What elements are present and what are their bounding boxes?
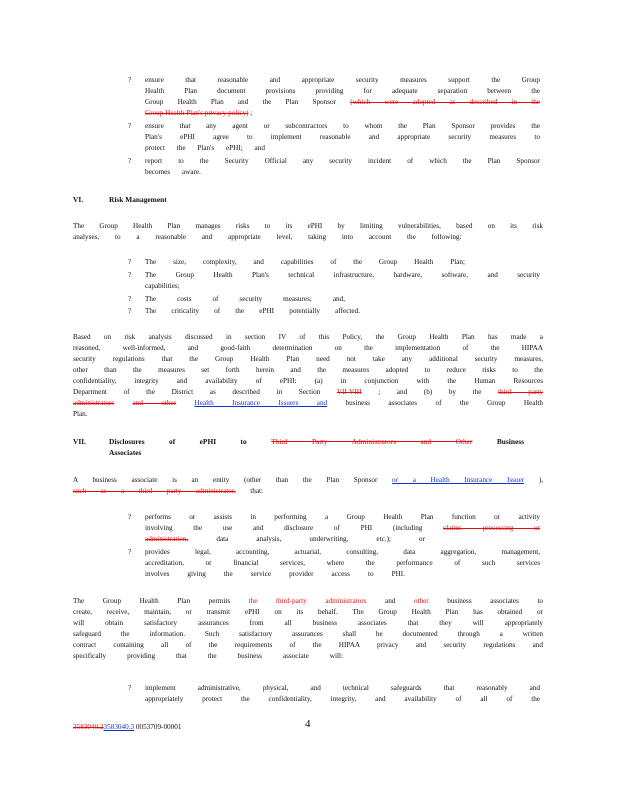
text-line xyxy=(73,399,543,408)
text-span: ; and (b) by the xyxy=(378,388,482,396)
text-line: Plan. xyxy=(73,410,88,418)
title-span: Disclosures of ePHI to xyxy=(109,437,247,446)
deleted-text: VII-VIII xyxy=(336,388,362,396)
text-line: other than the measures set forth herein and the measures adopted to reduce risks to the xyxy=(73,366,543,374)
text-line: The Group Health Plan's technical infrastructure, hardware, software, and security xyxy=(145,271,540,279)
text-line xyxy=(145,524,540,533)
text-line: capabilities; xyxy=(145,282,180,290)
text-line: safeguard the information. Such satisfactory assurances shall be documented through a written xyxy=(73,630,543,638)
section-title xyxy=(109,437,524,447)
text-line: report to the Security Official any security incident of which the Plan Sponsor xyxy=(145,157,540,165)
bullet-marker: ? xyxy=(128,307,132,315)
text-line: specifically providing that the business associate will: xyxy=(73,652,343,660)
bullet-marker: ? xyxy=(128,548,132,556)
section-number: VII. xyxy=(73,437,86,446)
bullet-marker: ? xyxy=(128,258,132,266)
text-line: will obtain satisfactory assurances from all business associates that they will appropriately xyxy=(73,619,543,627)
section-title-cont: Associates xyxy=(109,448,142,457)
text-line xyxy=(73,597,543,606)
text-span: involving the use and disclosure of PHI (including xyxy=(145,524,423,532)
text-line: protect the Plan's ePHI; and xyxy=(145,144,265,152)
text-line: involves giving the service provider access to PHI. xyxy=(145,570,405,578)
text-line: Plan's ePHI agree to implement reasonable and appropriate security measures to xyxy=(145,133,540,141)
changed-text: other xyxy=(413,597,429,605)
text-line xyxy=(73,476,543,485)
text-span: and xyxy=(385,597,396,605)
text-line xyxy=(145,535,425,544)
bullet-marker: ? xyxy=(128,271,132,279)
text-line: becomes aware. xyxy=(145,168,201,176)
deleted-text: Group Health Plan's privacy policy) xyxy=(145,109,249,117)
text-line: provides legal, accounting, actuarial, consulting, data aggregation, management, xyxy=(145,548,540,556)
text-line: ensure that reasonable and appropriate security measures support the Group xyxy=(145,76,540,84)
bullet-marker: ? xyxy=(128,157,132,165)
text-span: data analysis, underwriting, etc.); or xyxy=(216,535,426,543)
text-span: Department of the District as described in Section xyxy=(73,388,321,396)
text-line: reasoned, well-informed, and good-faith determination on the implementation of the HIPAA xyxy=(73,344,543,352)
bullet-marker: ? xyxy=(128,684,132,692)
text-line: Based on risk analysis discussed in section IV of this Policy, the Group Health Plan has made a xyxy=(73,333,543,341)
text-line: The criticality of the ePHI potentially affected. xyxy=(145,307,360,315)
text-line xyxy=(73,388,543,397)
text-line: confidentiality, integrity and availability of ePHI: (a) in conjunction with the Human Resources xyxy=(73,377,543,385)
text-span: The Group Health Plan permits xyxy=(73,597,231,605)
text-line: create, receive, maintain, or transmit ePHI on its behalf. The Group Health Plan has obtained or xyxy=(73,608,543,616)
inserted-text: or a Health Insurance Issuer xyxy=(392,476,525,484)
text-line: ensure that any agent or subcontractors to whom the Plan Sponsor provides the xyxy=(145,122,540,130)
text-line: implement administrative, physical, and technical safeguards that reasonably and xyxy=(145,684,540,692)
text-line: analyses, to a reasonable and appropriate level, taking into account the following: xyxy=(73,233,462,241)
text-line: accreditation, or financial services, where the performance of such services xyxy=(145,559,540,567)
text-span: ; xyxy=(250,109,253,117)
text-line: Health Plan document provisions providing for adequate separation between the xyxy=(145,87,540,95)
text-span: Group Health Plan and the Plan Sponsor xyxy=(145,98,337,106)
bullet-marker: ? xyxy=(128,76,132,84)
section-number: VI. xyxy=(73,195,84,204)
text-line xyxy=(145,109,252,118)
inserted-doc-id: 3583040.3 xyxy=(103,723,135,731)
text-line: contract containing all of the requirements of the HIPAA privacy and security regulations and xyxy=(73,641,543,649)
doc-id-suffix: 0053709-00001 xyxy=(135,723,182,731)
text-line: The size, complexity, and capabilities of the Group Health Plan; xyxy=(145,258,465,266)
text-span: business associates to xyxy=(447,597,544,605)
title-span: Business xyxy=(496,437,524,446)
inserted-text: Health Insurance Issuers and xyxy=(194,399,328,407)
deleted-doc-id: 3583040.2 xyxy=(73,723,104,731)
text-line: appropriately protect the confidentiality, integrity, and availability of all of the xyxy=(145,695,540,703)
text-line: security regulations that the Group Health Plan need not take any additional security measures, xyxy=(73,355,543,363)
text-span: business associates of the Group Health xyxy=(345,399,543,407)
text-line xyxy=(73,487,263,496)
text-span: that: xyxy=(250,487,264,495)
text-line xyxy=(145,98,540,107)
deleted-text: third party xyxy=(498,388,544,396)
bullet-marker: ? xyxy=(128,295,132,303)
deleted-text: such as a third party administrator, xyxy=(73,487,236,495)
text-span: ), xyxy=(538,476,544,484)
text-line: The Group Health Plan manages risks to its ePHI by limiting vulnerabilities, based on its risk xyxy=(73,222,543,230)
bullet-marker: ? xyxy=(128,513,132,521)
deleted-text: administration, xyxy=(145,535,189,543)
section-title: Risk Management xyxy=(109,195,167,204)
doc-id-footer xyxy=(73,723,181,731)
deleted-text: claims processing or xyxy=(443,524,540,532)
deleted-text: and other xyxy=(132,399,177,407)
page-number: 4 xyxy=(305,718,311,730)
deleted-text: administrators xyxy=(73,399,115,407)
text-line: The costs of security measures; and, xyxy=(145,295,345,303)
deleted-text: (which were adopted as described in the xyxy=(350,98,540,106)
bullet-marker: ? xyxy=(128,122,132,130)
changed-text: the third-party administrators xyxy=(248,597,367,605)
text-span: A business associate is an entity (other than the Plan Sponsor xyxy=(73,476,378,484)
text-line: performs or assists in performing a Group Health Plan function or activity xyxy=(145,513,540,521)
deleted-text: Third Party Administrators and Other xyxy=(271,437,473,446)
